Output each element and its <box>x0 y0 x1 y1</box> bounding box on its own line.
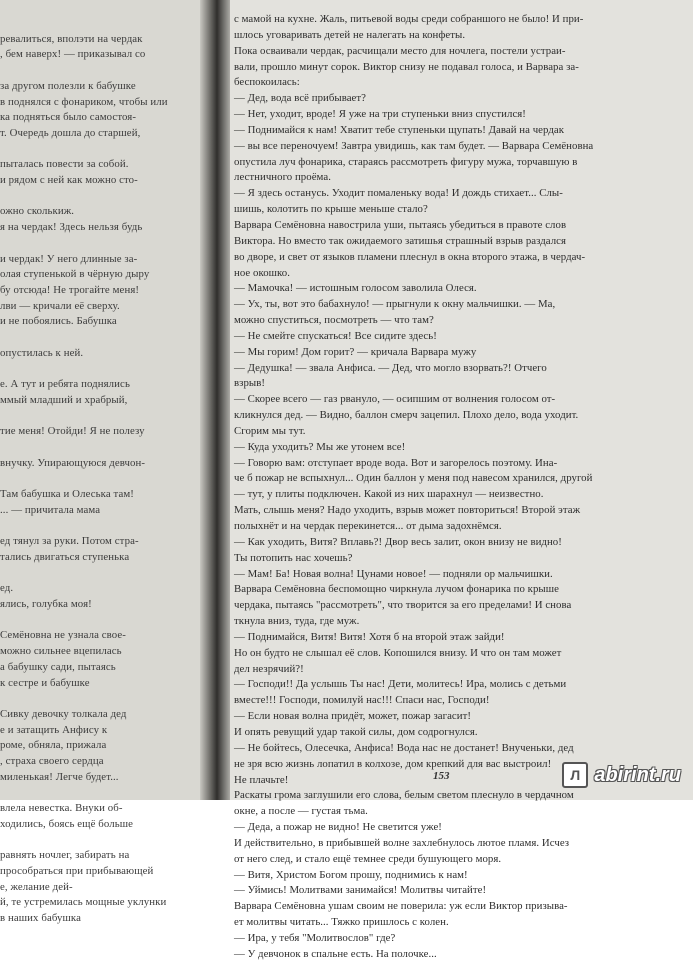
text-line: ожно сколькиж. <box>0 205 75 218</box>
text-line: Раскаты грома заглушили его слова, белым светом плеснуло в чердачном <box>234 789 574 802</box>
text-line: — Мамочка! — истошным голосом заволила Олеся. <box>234 282 477 295</box>
text-line: и не побоялись. Бабушка <box>0 315 117 328</box>
left-page <box>0 0 206 925</box>
text-line: а бабушку сади, пытаясь <box>0 660 116 673</box>
text-line: — Деда, а пожар не видно! Не светится уже! <box>234 821 442 834</box>
text-line: лви — кричали её сверху. <box>0 299 120 312</box>
text-line <box>0 691 200 707</box>
text-line <box>0 440 200 456</box>
text-line: вместе!!! Господи, помилуй нас!!! Спаси нас, Господи! <box>234 694 490 707</box>
text-line: олая ступенькой в чёрную дыру <box>0 268 150 281</box>
left-page-text <box>0 16 200 927</box>
text-line <box>0 63 200 79</box>
text-line <box>0 142 200 158</box>
text-line: Ты потопить нас хочешь? <box>234 551 353 564</box>
text-line: Виктора. Но вместо так ожидаемого затишья страшный взрыв раздался <box>234 234 567 247</box>
text-line: , бем наверх! — приказывал со <box>0 48 146 61</box>
text-line: можно спуститься, посмотреть — что там? <box>234 314 434 327</box>
text-line: — Говорю вам: отступает вроде вода. Вот и загорелось поэтому. Ина- <box>234 456 558 469</box>
text-line: миленькая! Легче будет... <box>0 770 119 783</box>
text-line: прособраться при прибывающей <box>0 864 154 877</box>
text-line: ялись, голубка моя! <box>0 598 92 611</box>
text-line: ходились, боясь ещё больше <box>0 817 134 830</box>
text-line: — Нет, уходит, вроде! Я уже на три ступеньки вниз спустился! <box>234 108 526 121</box>
text-line: Там бабушка и Олеська там! <box>0 488 134 501</box>
text-line: ммый младший и храбрый, <box>0 393 128 406</box>
text-line <box>0 833 200 849</box>
text-line: не зря всю жизнь лопатил в колхозе, дом крепкий для вас выстроил! <box>234 757 552 770</box>
text-line <box>0 236 200 252</box>
text-line: внучку. Упирающуюся девчон- <box>0 456 146 469</box>
text-line: можно сильнее вцепилась <box>0 645 122 658</box>
text-line: взрыв! <box>234 377 266 390</box>
labirint-logo-icon: Л <box>562 762 588 788</box>
text-line <box>0 189 200 205</box>
text-line: равнять ночлег, забирать на <box>0 849 130 862</box>
text-line: И действительно, в прибывшей волне захлебнулось лютое пламя. Исчез <box>234 836 570 849</box>
text-line: с мамой на кухне. Жаль, питьевой воды среди собраншого не было! И при- <box>234 13 584 25</box>
text-line: во дворе, и свет от языков пламени плеснул в окна второго этажа, в чердач- <box>234 250 586 263</box>
text-line <box>0 409 200 425</box>
text-line: — Мам! Ба! Новая волна! Цунами новое! — подняли ор мальчишки. <box>234 567 553 580</box>
text-line: ное окошко. <box>234 266 290 279</box>
text-line: — У девчонок в спальне есть. На полочке... <box>234 947 437 960</box>
right-page-text <box>234 12 684 963</box>
text-line: ревалиться, вполэти на чердак <box>0 32 143 45</box>
text-line: — Куда уходить? Мы же утонем все! <box>234 440 406 453</box>
text-line: — Дедушка! — звала Анфиса. — Дед, что могло взорвать?! Отчего <box>234 361 547 374</box>
text-line <box>0 471 200 487</box>
text-line: и чердак! У него длинные за- <box>0 252 138 265</box>
text-line: ед тянул за руки. Потом стра- <box>0 535 139 548</box>
text-line: , страха своего сердца <box>0 755 104 768</box>
text-line: дел незрячий?! <box>234 662 304 675</box>
text-line: — Ира, у тебя "Молитвослов" где? <box>234 931 396 944</box>
text-line: Варвара Семёновна беспомощно чиркнула лучом фонарика по крыше <box>234 583 559 596</box>
text-line: Не плачьте! <box>234 773 289 786</box>
text-line: — Не смейте спускаться! Все сидите здесь! <box>234 329 437 342</box>
text-line: ... — причитала мама <box>0 503 101 516</box>
text-line: — вы все переночуем! Завтра увидишь, как там будет. — Варвара Семёновна <box>234 139 594 152</box>
text-line: й, те устремилась мощные уклунки <box>0 896 167 909</box>
text-line <box>0 613 200 629</box>
text-line: лестничного проёма. <box>234 171 331 184</box>
text-line: кликнулся дед. — Видно, баллон смерч зацепил. Плохо дело, вода уходит. <box>234 409 579 422</box>
text-line: шлось уговаривать детей не налегать на конфеты. <box>234 28 466 41</box>
text-line: — Витя, Христом Богом прошу, поднимись к нам! <box>234 868 468 881</box>
text-line: — Скорее всего — газ рвануло, — осипшим от волнения голосом от- <box>234 393 556 406</box>
page-number: 153 <box>433 770 450 782</box>
text-line: — Как уходить, Витя? Вплавь?! Двор весь залит, окон внизу не видно! <box>234 535 562 548</box>
text-line: — Господи!! Да услышь Ты нас! Дети, молитесь! Ира, молись с детьми <box>234 678 567 691</box>
book-gutter <box>200 0 234 800</box>
text-line: — Не бойтесь, Олесечка, Анфиса! Вода нас не достанет! Внученьки, дед <box>234 741 574 754</box>
text-line: тались двигаться ступенька <box>0 550 130 563</box>
text-line: в поднялся с фонариком, чтобы или <box>0 95 168 108</box>
text-line: влела невестка. Внуки об- <box>0 802 123 815</box>
watermark <box>562 762 681 788</box>
text-line: Варвара Семёновна навострила уши, пытаясь убедиться в правоте слов <box>234 218 567 231</box>
text-line: роме, обняла, прижала <box>0 739 107 752</box>
text-line: — тут, у плиты подключен. Какой из них шарахнул — неизвестно. <box>234 488 544 501</box>
text-line: Семёновна не узнала свое- <box>0 629 127 642</box>
text-line: и рядом с ней как можно сто- <box>0 174 138 187</box>
text-line: Пока осваивали чердак, расчищали место для ночлега, постели устраи- <box>234 44 566 57</box>
text-line: Но он будто не слышал её слов. Копошился внизу. И что он там может <box>234 646 562 659</box>
text-line: — Дед, вода всё прибывает? <box>234 92 367 105</box>
text-line: — Поднимайся к нам! Хватит тебе ступеньки щупать! Давай на чердак <box>234 123 565 136</box>
text-line: че б пожар не вспыхнул... Один баллон у меня под навесом хранился, другой <box>234 472 593 485</box>
text-line: чердака, пытаясь "рассмотреть", что творится за его пределами! И снова <box>234 599 572 612</box>
text-line: т. Очередь дошла до старшей, <box>0 126 141 139</box>
text-line <box>0 361 200 377</box>
text-line: — Уймись! Молитвами занимайся! Молитвы читайте! <box>234 884 487 897</box>
text-line: опустилась к ней. <box>0 346 84 359</box>
text-line: — Если новая волна придёт, может, пожар загасит! <box>234 710 472 723</box>
text-line: ткнула вниз, туда, где муж. <box>234 615 360 628</box>
text-line: е и затащить Анфису к <box>0 723 108 736</box>
text-line: — Поднимайся, Витя! Витя! Хотя б на второй этаж зайди! <box>234 630 505 643</box>
text-line: — Ух, ты, вот это бабахнуло! — прыгнули к окну мальчишки. — Ма, <box>234 298 556 311</box>
text-line: ет молитвы читать... Тяжко пришлось с колен. <box>234 916 449 929</box>
text-line: шишь, колотить по крыше меньше стало? <box>234 203 428 216</box>
text-line: е. А тут и ребята поднялись <box>0 378 130 391</box>
text-line: в наших бабушка <box>0 912 82 925</box>
text-line: окне, а после — густая тьма. <box>234 805 368 818</box>
text-line: Варвара Семёновна ушам своим не поверила: уж если Виктор призыва- <box>234 900 568 913</box>
text-line: тие меня! Отойди! Я не полезу <box>0 425 145 438</box>
text-line: Сгорим мы тут. <box>234 424 306 437</box>
text-line <box>0 785 200 801</box>
text-line: е, желание дей- <box>0 880 73 893</box>
text-line: к сестре и бабушке <box>0 676 90 689</box>
text-line: вали, прошло минут сорок. Виктор снизу не подавал голоса, и Варвара за- <box>234 60 579 73</box>
text-line: пыталась повести за собой. <box>0 158 129 171</box>
text-line: ед. <box>0 582 14 595</box>
text-line: ка подняться было самостоя- <box>0 111 137 124</box>
text-line: от него след, и стало ещё темнее среди бушующего моря. <box>234 852 502 865</box>
right-page <box>230 0 693 960</box>
text-line <box>0 330 200 346</box>
text-line: И опять ревущий удар такой силы, дом содрогнулся. <box>234 725 478 738</box>
text-line: — Мы горим! Дом горит? — кричала Варвара мужу <box>234 345 477 358</box>
text-line <box>0 566 200 582</box>
text-line: я на чердак! Здесь нельзя будь <box>0 221 143 234</box>
text-line: полыхнёт и на чердак перекинется... от дыма задохнёмся. <box>234 520 502 532</box>
text-line: Сивку девочку толкала дед <box>0 707 127 720</box>
text-line <box>0 519 200 535</box>
text-line <box>0 16 200 32</box>
text-line: беспокоилась: <box>234 76 300 89</box>
watermark-text: abirint.ru <box>594 763 681 786</box>
text-line: опустила луч фонарика, стараясь рассмотреть фигуру мужа, торчавшую в <box>234 155 578 168</box>
text-line: — Я здесь останусь. Уходит помаленьку вода! И дождь стихает... Слы- <box>234 187 563 200</box>
text-line: бу отсюда! Не трогайте меня! <box>0 283 140 296</box>
text-line: Мать, слышь меня? Надо уходить, взрыв может повториться! Второй этаж <box>234 504 581 517</box>
text-line: за другом полезли к бабушке <box>0 79 136 92</box>
